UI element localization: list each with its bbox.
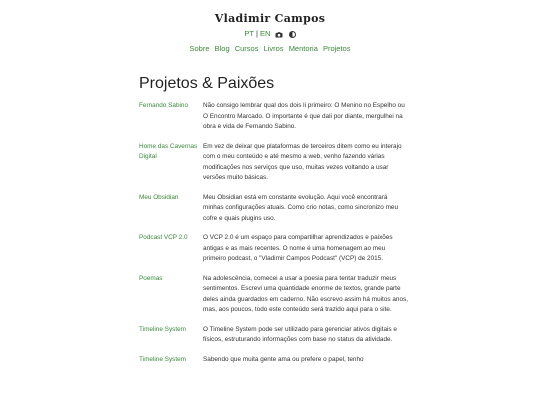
project-link[interactable]: Timeline System (139, 355, 186, 363)
page-title: Projetos & Paixões (139, 75, 275, 92)
nav-item-blog[interactable]: Blog (214, 44, 230, 53)
project-item (139, 233, 409, 265)
theme-toggle-icon[interactable] (289, 31, 296, 38)
nav-item-livros[interactable]: Livros (263, 44, 284, 53)
project-description: O VCP 2.0 é um espaço para compartilhar aprendizados e paixões antigas e as mais recentes. O nome é uma homenagem ao meu primeiro podcast, o "Vladimir Campos Podcast" (VCP) de 2015. (203, 234, 393, 262)
project-description: Não consigo lembrar qual dos dois li primeiro: O Menino no Espelho ou O Encontro Marcado. O importante é que dali por diante, mergulhei na obra e vida de Fernando Sabino. (203, 102, 405, 130)
site-title[interactable]: Vladimir Campos (214, 12, 326, 25)
main-nav (0, 44, 540, 54)
nav-item-cursos[interactable]: Cursos (234, 44, 259, 53)
project-description: Em vez de deixar que plataformas de terceiros ditem como eu interajo com o meu conteúdo e até mesmo a web, venho fazendo várias modificações nos serviços que uso, muitas vezes voltando a usar versões muito básicas. (203, 142, 402, 181)
project-item (139, 325, 409, 346)
project-link[interactable]: Timeline System (139, 325, 186, 333)
projects-list (139, 101, 409, 374)
project-link[interactable]: Poemas (139, 274, 163, 282)
project-item (139, 274, 409, 316)
project-item (139, 142, 409, 184)
project-link[interactable]: Meu Obsidian (139, 193, 179, 201)
project-link[interactable]: Fernando Sabino (139, 102, 189, 109)
language-bar (0, 29, 540, 39)
nav-item-mentoria[interactable]: Mentoria (288, 44, 318, 53)
lang-en-link[interactable]: EN (259, 29, 271, 38)
project-description: Meu Obsidian está em constante evolução. Aqui você encontrará minhas configurações atuais. Como crio notas, como sincronizo meu cofre e quais plugins uso. (203, 193, 399, 222)
project-item (139, 193, 409, 225)
project-link[interactable]: Podcast VCP 2.0 (139, 234, 188, 241)
project-item (139, 355, 409, 366)
project-description: Na adolescência, comecei a usar a poesia para tentar traduzir meus sentimentos. Escrevi uma quantidade enorme de textos, grande parte deles ainda guardados em caderno. Não escrevo assim há muitos anos, mas, aos poucos, todo este conteúdo será trazido aqui para o site. (203, 274, 408, 313)
camera-icon[interactable] (275, 31, 283, 37)
lang-pt-link[interactable]: PT (244, 29, 255, 38)
nav-item-sobre[interactable]: Sobre (189, 44, 210, 53)
lang-separator: | (256, 29, 258, 38)
project-description: Sabendo que muita gente ama ou prefere o papel, tenho (203, 355, 364, 363)
nav-item-projetos[interactable]: Projetos (322, 44, 351, 53)
project-item (139, 101, 409, 133)
project-link[interactable]: Home das Cavernas Digital (139, 142, 198, 160)
project-description: O Timeline System pode ser utilizado para gerenciar ativos digitais e físicos, estruturando informações com base no status da atividade. (203, 325, 397, 343)
